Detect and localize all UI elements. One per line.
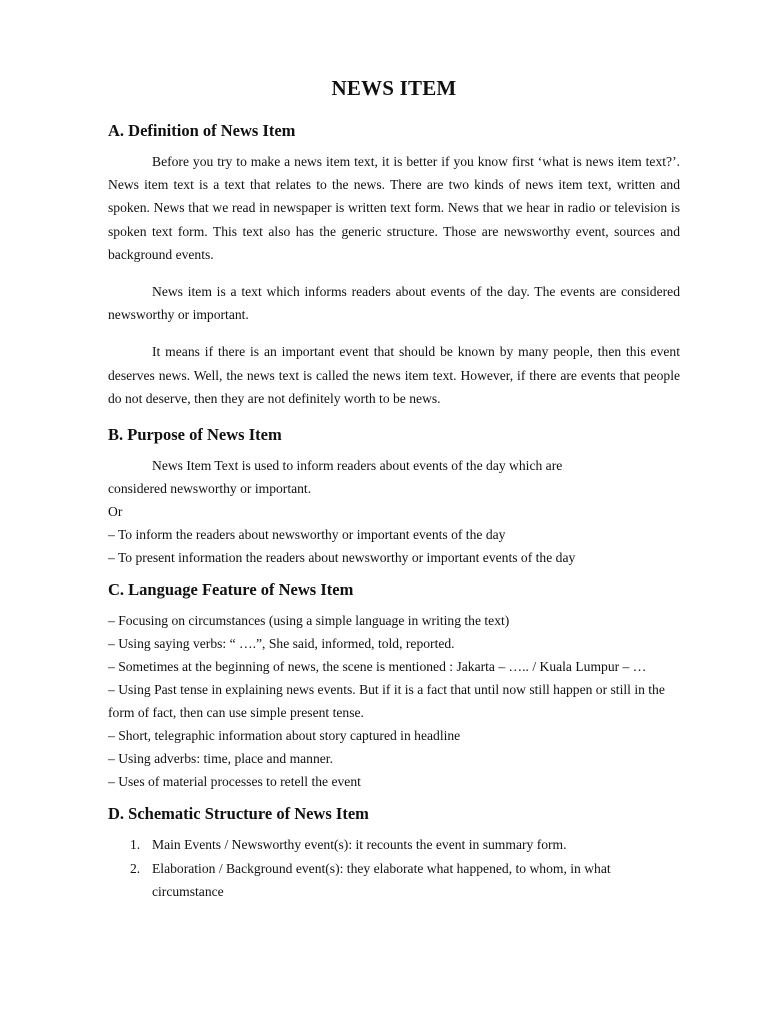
section-b-heading: B. Purpose of News Item [108,425,282,445]
section-a-paragraph: Before you try to make a news item text, it is better if you know first ‘what is news item text?’. News item text is a text that relates to the news. There are two kinds of news item text, written and spoken. News that we read in newspaper is written text form. News that we hear in radio or television is spoken text form. This text also has the generic structure. Those are newsworthy event, sources and background events. [108,154,680,262]
section-c-item: – Focusing on circumstances (using a simple language in writing the text) [108,613,510,629]
section-b-item: – To inform the readers about newsworthy or important events of the day [108,527,506,543]
section-c-item: – Using Past tense in explaining news events. But if it is a fact that until now still happen or still in the form of fact, then can use simple present tense. [108,682,665,721]
section-c-item: – Sometimes at the beginning of news, the scene is mentioned : Jakarta – ….. / Kuala Lumpur – … [108,659,647,675]
section-b-intro-line: considered newsworthy or important. [108,481,312,497]
section-a-paragraph: News item is a text which informs readers about events of the day. The events are considered newsworthy or important. [108,284,680,323]
section-d-heading: D. Schematic Structure of News Item [108,804,369,824]
section-c-item: – Uses of material processes to retell the event [108,774,361,790]
list-item-number: 2. [130,860,141,876]
section-a-heading: A. Definition of News Item [108,121,296,140]
section-a-paragraph: It means if there is an important event that should be known by many people, then this event deserves news. Well, the news text is called the news item text. However, if there are events that people do not deserve, then they are not definitely worth to be news. [108,344,680,406]
list-item-text: Main Events / Newsworthy event(s): it recounts the event in summary form. [152,837,567,853]
section-b-item: – To present information the readers about newsworthy or important events of the day [108,550,576,566]
page-title: NEWS ITEM [331,76,457,100]
section-b-intro-line: News Item Text is used to inform readers about events of the day which are [152,458,563,474]
list-item [108,833,680,857]
list-item [108,857,680,904]
section-b-or: Or [108,504,123,520]
list-item-text: Elaboration / Background event(s): they elaborate what happened, to whom, in what circumstance [152,860,611,900]
list-item-number: 1. [130,837,141,853]
schematic-structure-list [108,833,680,904]
section-c-item: – Using adverbs: time, place and manner. [108,751,333,767]
section-c-item: – Short, telegraphic information about story captured in headline [108,728,461,744]
document-page [108,74,680,904]
section-c-heading: C. Language Feature of News Item [108,580,354,600]
section-c-item: – Using saying verbs: “ ….”, She said, informed, told, reported. [108,636,455,652]
